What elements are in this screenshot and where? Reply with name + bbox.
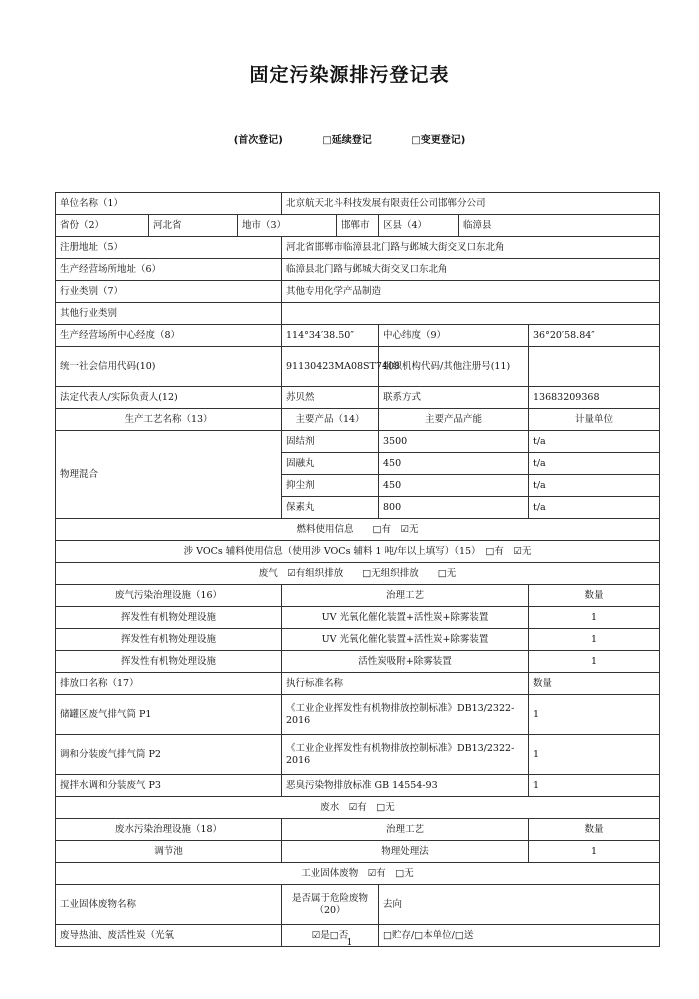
table-row (56, 259, 660, 281)
registration-type-options (0, 131, 699, 146)
unit-header: 计量单位 (529, 409, 660, 431)
water-facility-header: 废水污染治理设施（18） (56, 819, 282, 841)
industry-label: 行业类别（7） (56, 281, 282, 303)
table-row (56, 387, 660, 409)
city-label: 地市（3） (238, 215, 337, 237)
table-row (56, 585, 660, 607)
product-name: 抑尘剂 (282, 475, 379, 497)
credit-code-value: 91130423MA08ST7408 (282, 347, 379, 387)
district-value: 临漳县 (459, 215, 660, 237)
table-row (56, 607, 660, 629)
table-row (56, 651, 660, 673)
outlet-qty: 1 (529, 775, 660, 797)
gas-facility-name: 挥发性有机物处理设施 (56, 651, 282, 673)
unit-name-value: 北京航天北斗科技发展有限责任公司邯郸分公司 (282, 193, 660, 215)
water-facility-name: 调节池 (56, 841, 282, 863)
solid-name-header: 工业固体废物名称 (56, 885, 282, 925)
product-name: 保素丸 (282, 497, 379, 519)
city-value: 邯郸市 (337, 215, 379, 237)
table-row (56, 347, 660, 387)
outlet-standard: 恶臭污染物排放标准 GB 14554-93 (282, 775, 529, 797)
province-value: 河北省 (149, 215, 238, 237)
table-row (56, 193, 660, 215)
water-qty-header: 数量 (529, 819, 660, 841)
product-unit: t/a (529, 453, 660, 475)
site-address-value: 临漳县北门路与邺城大街交叉口东北角 (282, 259, 660, 281)
outlet-qty-header: 数量 (529, 673, 660, 695)
table-row (56, 541, 660, 563)
table-row (56, 325, 660, 347)
exhaust-gas-line[interactable]: 废气 ☑有组织排放 □无组织排放 □无 (56, 563, 660, 585)
gas-facility-process: UV 光氧化催化装置+活性炭+除雾装置 (282, 607, 529, 629)
latitude-label: 中心纬度（9） (379, 325, 529, 347)
table-row (56, 775, 660, 797)
product-unit: t/a (529, 431, 660, 453)
table-row (56, 797, 660, 819)
gas-facility-qty: 1 (529, 629, 660, 651)
longitude-value: 114°34′38.50″ (282, 325, 379, 347)
product-name: 固融丸 (282, 453, 379, 475)
latitude-value: 36°20′58.84″ (529, 325, 660, 347)
gas-qty-header: 数量 (529, 585, 660, 607)
credit-code-label: 统一社会信用代码(10) (56, 347, 282, 387)
table-row (56, 673, 660, 695)
standard-header: 执行标准名称 (282, 673, 529, 695)
solid-destination-header: 去向 (379, 885, 660, 925)
gas-facility-name: 挥发性有机物处理设施 (56, 607, 282, 629)
solid-hazard-header: 是否属于危险废物（20） (282, 885, 379, 925)
table-row (56, 841, 660, 863)
other-industry-value (282, 303, 660, 325)
reg-address-label: 注册地址（5） (56, 237, 282, 259)
outlet-qty: 1 (529, 735, 660, 775)
gas-facility-process: 活性炭吸附+除雾装置 (282, 651, 529, 673)
solid-waste-line[interactable]: 工业固体废物 ☑有 □无 (56, 863, 660, 885)
first-registration-option[interactable]: (首次登记) (233, 135, 283, 146)
product-unit: t/a (529, 497, 660, 519)
outlet-header: 排放口名称（17） (56, 673, 282, 695)
unit-name-label: 单位名称（1） (56, 193, 282, 215)
solid-waste-name: 废导热油、废活性炭（光氧 (56, 925, 282, 947)
industry-value: 其他专用化学产品制造 (282, 281, 660, 303)
contact-label: 联系方式 (379, 387, 529, 409)
renewal-registration-option[interactable]: □延续登记 (322, 135, 372, 146)
voc-usage-line[interactable]: 涉 VOCs 辅料使用信息（使用涉 VOCs 辅料 1 吨/年以上填写）（15） □有 ☑无 (56, 541, 660, 563)
longitude-label: 生产经营场所中心经度（8） (56, 325, 282, 347)
gas-facility-qty: 1 (529, 651, 660, 673)
gas-facility-qty: 1 (529, 607, 660, 629)
product-name: 固结剂 (282, 431, 379, 453)
table-row (56, 237, 660, 259)
outlet-standard: 《工业企业挥发性有机物排放控制标准》DB13/2322-2016 (282, 735, 529, 775)
water-facility-process: 物理处理法 (282, 841, 529, 863)
table-row (56, 215, 660, 237)
table-row (56, 281, 660, 303)
province-label: 省份（2） (56, 215, 149, 237)
gas-process-header: 治理工艺 (282, 585, 529, 607)
contact-value: 13683209368 (529, 387, 660, 409)
fuel-usage-line[interactable]: 燃料使用信息 □有 ☑无 (56, 519, 660, 541)
district-label: 区县（4） (379, 215, 459, 237)
product-capacity: 450 (379, 453, 529, 475)
table-row (56, 519, 660, 541)
table-row (56, 735, 660, 775)
capacity-header: 主要产品产能 (379, 409, 529, 431)
outlet-qty: 1 (529, 695, 660, 735)
gas-facility-name: 挥发性有机物处理设施 (56, 629, 282, 651)
water-facility-qty: 1 (529, 841, 660, 863)
outlet-standard: 《工业企业挥发性有机物排放控制标准》DB13/2322-2016 (282, 695, 529, 735)
table-row (56, 431, 660, 453)
other-industry-label: 其他行业类别 (56, 303, 282, 325)
org-code-value (529, 347, 660, 387)
product-header: 主要产品（14） (282, 409, 379, 431)
table-row (56, 563, 660, 585)
table-row (56, 819, 660, 841)
water-process-header: 治理工艺 (282, 819, 529, 841)
change-registration-option[interactable]: □变更登记) (411, 135, 466, 146)
gas-facility-header: 废气污染治理设施（16） (56, 585, 282, 607)
product-capacity: 450 (379, 475, 529, 497)
product-capacity: 800 (379, 497, 529, 519)
table-row (56, 885, 660, 925)
site-address-label: 生产经营场所地址（6） (56, 259, 282, 281)
registration-form-table (55, 192, 660, 947)
product-capacity: 3500 (379, 431, 529, 453)
solid-destination-option[interactable]: □贮存/□本单位/□送 (379, 925, 660, 947)
org-code-label: 组织机构代码/其他注册号(11) (379, 347, 529, 387)
document-title: 固定污染源排污登记表 (249, 64, 450, 86)
outlet-name: 搅拌水调和分装废气 P3 (56, 775, 282, 797)
page-number: 1 (346, 938, 353, 948)
table-row (56, 863, 660, 885)
product-unit: t/a (529, 475, 660, 497)
solid-hazard-option[interactable]: ☑是□否 (282, 925, 379, 947)
reg-address-value: 河北省邯郸市临漳县北门路与邺城大街交叉口东北角 (282, 237, 660, 259)
outlet-name: 储罐区废气排气筒 P1 (56, 695, 282, 735)
table-row (56, 303, 660, 325)
process-header: 生产工艺名称（13） (56, 409, 282, 431)
legal-rep-label: 法定代表人/实际负责人(12) (56, 387, 282, 409)
table-row (56, 629, 660, 651)
outlet-name: 调和分装废气排气筒 P2 (56, 735, 282, 775)
table-row (56, 409, 660, 431)
wastewater-line[interactable]: 废水 ☑有 □无 (56, 797, 660, 819)
table-row (56, 695, 660, 735)
process-name: 物理混合 (56, 431, 282, 519)
legal-rep-value: 苏贝然 (282, 387, 379, 409)
gas-facility-process: UV 光氧化催化装置+活性炭+除雾装置 (282, 629, 529, 651)
